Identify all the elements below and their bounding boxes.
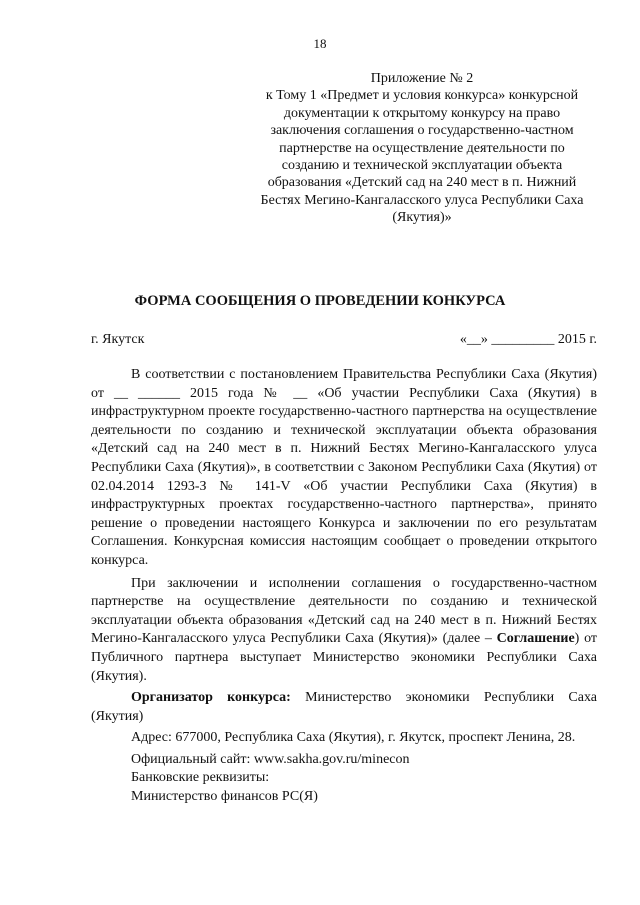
paragraph-bank-label: Банковские реквизиты: <box>131 770 270 786</box>
document-body <box>91 366 597 807</box>
appendix-line: заключения соглашения о государственно-частном <box>270 123 574 139</box>
appendix-line: документации к открытому конкурсу на право <box>283 105 561 121</box>
page-number: 18 <box>313 36 327 51</box>
paragraph-bank-name: Министерство финансов РС(Я) <box>131 789 318 805</box>
appendix-line: образования «Детский сад на 240 мест в п. Нижний <box>267 175 577 191</box>
paragraph-public-partner <box>91 575 597 687</box>
paragraph-website: Официальный сайт: www.sakha.gov.ru/minecon <box>131 751 410 767</box>
paragraph-organizer <box>91 689 597 726</box>
document-date: «__» _________ 2015 г. <box>459 332 597 347</box>
paragraph-text: При заключении и исполнении соглашения о государственно-частном партнерстве на осуществление деятельности по созданию и технической эксплуатации объекта образования «Детский сад на 240 мест в п. Нижний Бестях Мегино-Кангаласского улуса Республики Саха (Якутия)» (далее – <box>91 575 597 647</box>
appendix-line: к Тому 1 «Предмет и условия конкурса» конкурсной <box>265 88 579 104</box>
organizer-value: Министерство экономики Республики Саха (Якутия) <box>91 690 597 724</box>
appendix-line: Бестях Мегино-Кангаласского улуса Республики Саха <box>260 192 584 208</box>
place-city: г. Якутск <box>91 332 145 347</box>
organizer-label: Организатор конкурса: <box>131 690 291 706</box>
appendix-line: Приложение № 2 <box>370 71 474 86</box>
paragraph-text: ) от Публичного партнера выступает Министерство экономики Республики Саха (Якутия). <box>91 631 597 684</box>
appendix-line: (Якутия)» <box>392 210 452 226</box>
agreement-term: Соглашение <box>496 631 575 647</box>
document-title: ФОРМА СООБЩЕНИЯ О ПРОВЕДЕНИИ КОНКУРСА <box>134 293 506 309</box>
appendix-line: созданию и технической эксплуатации объекта <box>281 158 563 174</box>
paragraph-decision: В соответствии с постановлением Правительства Республики Саха (Якутия) от __ ______ 2015 года № __ «Об участии Республики Саха (Якутия) в инфраструктурном проекте государственно-частного партнерства на осуществление деятельности по созданию и технической эксплуатации объекта образования «Детский сад на 240 мест в п. Нижний Бестях Мегино-Кангаласского улуса Республики Саха (Якутия)», в соответствии с Законом Республики Саха (Якутия) от 02.04.2014 1293-З № 141-V «Об участии Республики Саха (Якутия) в инфраструктурных проектах государственно-частного партнерства», принято решение о проведении настоящего Конкурса и заключении по его результатам Соглашения. Конкурсная комиссия настоящим сообщает о проведении открытого конкурса. <box>91 367 597 568</box>
appendix-header <box>246 70 598 227</box>
paragraph-address: Адрес: 677000, Республика Саха (Якутия), г. Якутск, проспект Ленина, 28. <box>131 730 576 746</box>
appendix-line: партнерстве на осуществление деятельности по <box>279 140 565 156</box>
